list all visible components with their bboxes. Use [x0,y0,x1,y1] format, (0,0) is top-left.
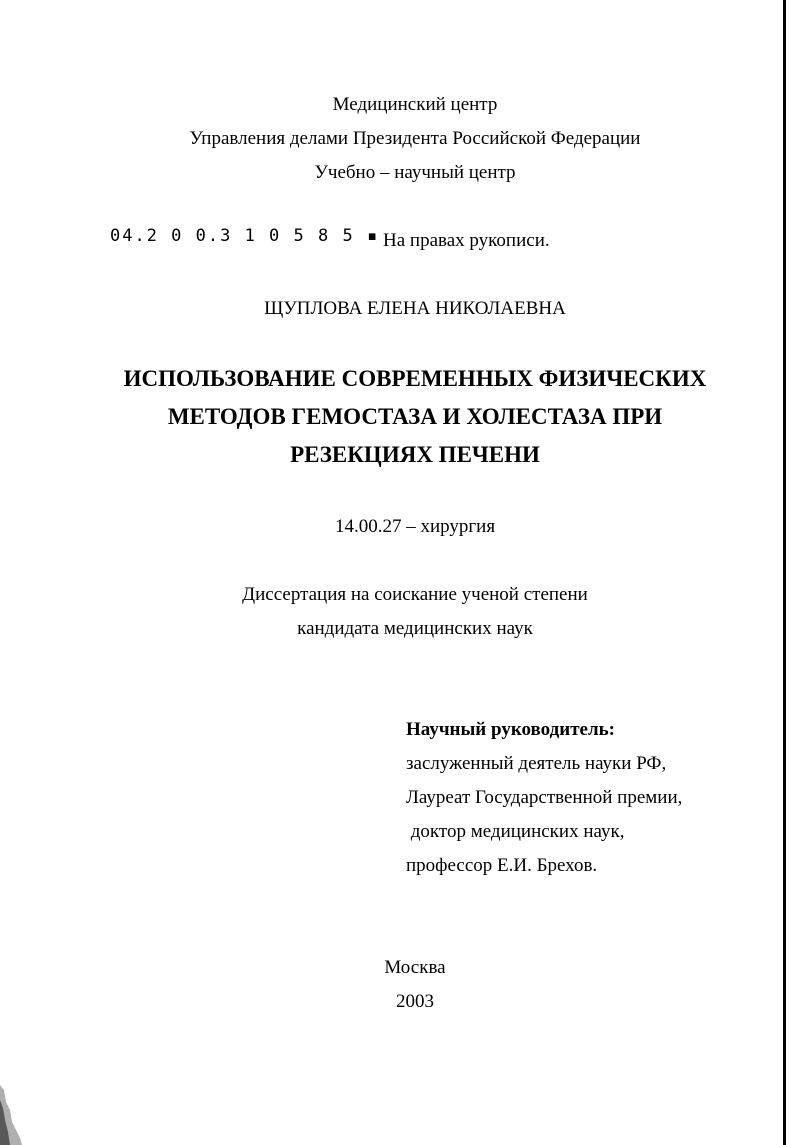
header-line-3: Учебно – научный центр [314,162,516,183]
scan-artifact-icon [0,1080,30,1145]
footer-year: 2003 [396,991,434,1012]
dissertation-line-1: Диссертация на соискание ученой степени [242,584,588,605]
supervisor-line: Лауреат Государственной премии, [406,787,683,808]
dissertation-line-2: кандидата медицинских наук [297,618,533,639]
title-line-1: ИСПОЛЬЗОВАНИЕ СОВРЕМЕННЫХ ФИЗИЧЕСКИХ [123,366,707,391]
supervisor-line: профессор Е.И. Брехов. [406,855,598,876]
supervisor-line: заслуженный деятель науки РФ, [406,753,667,774]
title-line-2: МЕТОДОВ ГЕМОСТАЗА И ХОЛЕСТАЗА ПРИ [167,404,663,429]
specialty: 14.00.27 – хирургия [334,516,496,537]
header-line-1: Медицинский центр [332,94,498,115]
author-name: ЩУПЛОВА ЕЛЕНА НИКОЛАЕВНА [264,298,566,319]
stamp-number: 04.2 0 0.3 1 0 5 8 5 [110,226,355,246]
footer-city: Москва [384,957,446,978]
header-line-2: Управления делами Президента Российской Федерации [189,128,641,149]
stamp-mark-icon: ▪ [354,226,380,246]
rights-note: На правах рукописи. [383,230,550,251]
supervisor-heading: Научный руководитель: [406,719,615,740]
registration-stamp [110,226,379,246]
title-line-3: РЕЗЕКЦИЯХ ПЕЧЕНИ [290,442,540,467]
supervisor-line: доктор медицинских наук, [406,821,625,842]
supervisor-block [406,718,682,888]
